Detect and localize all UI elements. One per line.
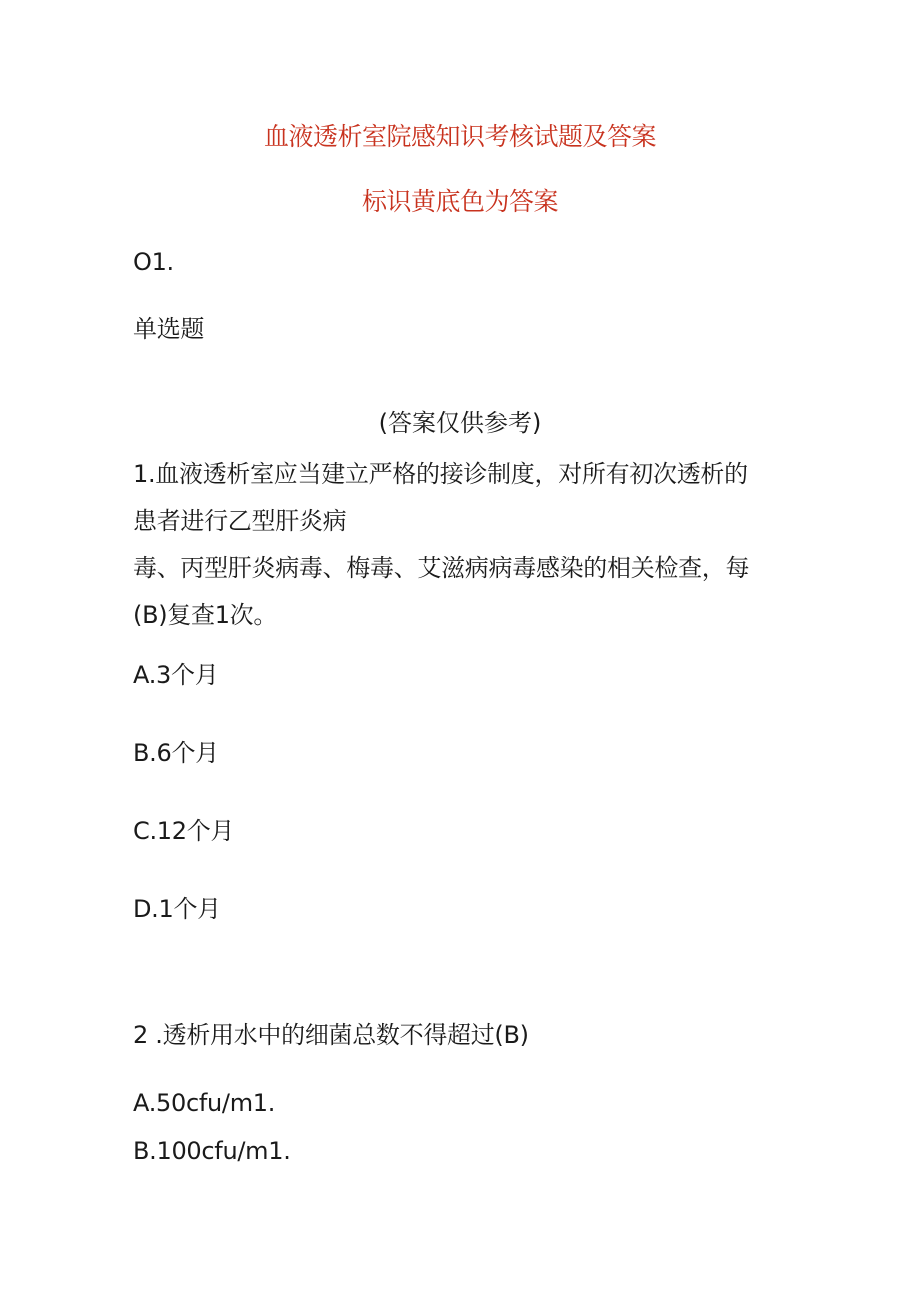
question-1-line-4: (B)复查1次。 <box>133 601 278 629</box>
question-2-option-a: A.50cfu∕m1. <box>133 1089 276 1117</box>
question-1-line-2: 患者进行乙型肝炎病 <box>133 507 347 535</box>
document-subtitle: 标识黄底色为答案 <box>361 187 558 216</box>
question-1-option-b: B.6个月 <box>133 739 219 767</box>
question-1-option-d: D.1个月 <box>133 895 221 923</box>
question-1-option-a: A.3个月 <box>133 661 219 689</box>
question-2-line-1: 2 .透析用水中的细菌总数不得超过(B) <box>133 1021 529 1049</box>
question-1-line-1: 1.血液透析室应当建立严格的接诊制度，对所有初次透析的 <box>133 460 748 488</box>
section-number: O1. <box>133 248 174 276</box>
question-1-option-c: C.12个月 <box>133 817 235 845</box>
question-2-option-b: B.100cfu∕m1. <box>133 1137 291 1165</box>
question-1-line-3: 毒、丙型肝炎病毒、梅毒、艾滋病病毒感染的相关检查，每 <box>133 554 750 582</box>
answer-note: (答案仅供参考) <box>378 409 542 437</box>
section-type: 单选题 <box>133 315 205 343</box>
document-title: 血液透析室院感知识考核试题及答案 <box>263 122 656 151</box>
